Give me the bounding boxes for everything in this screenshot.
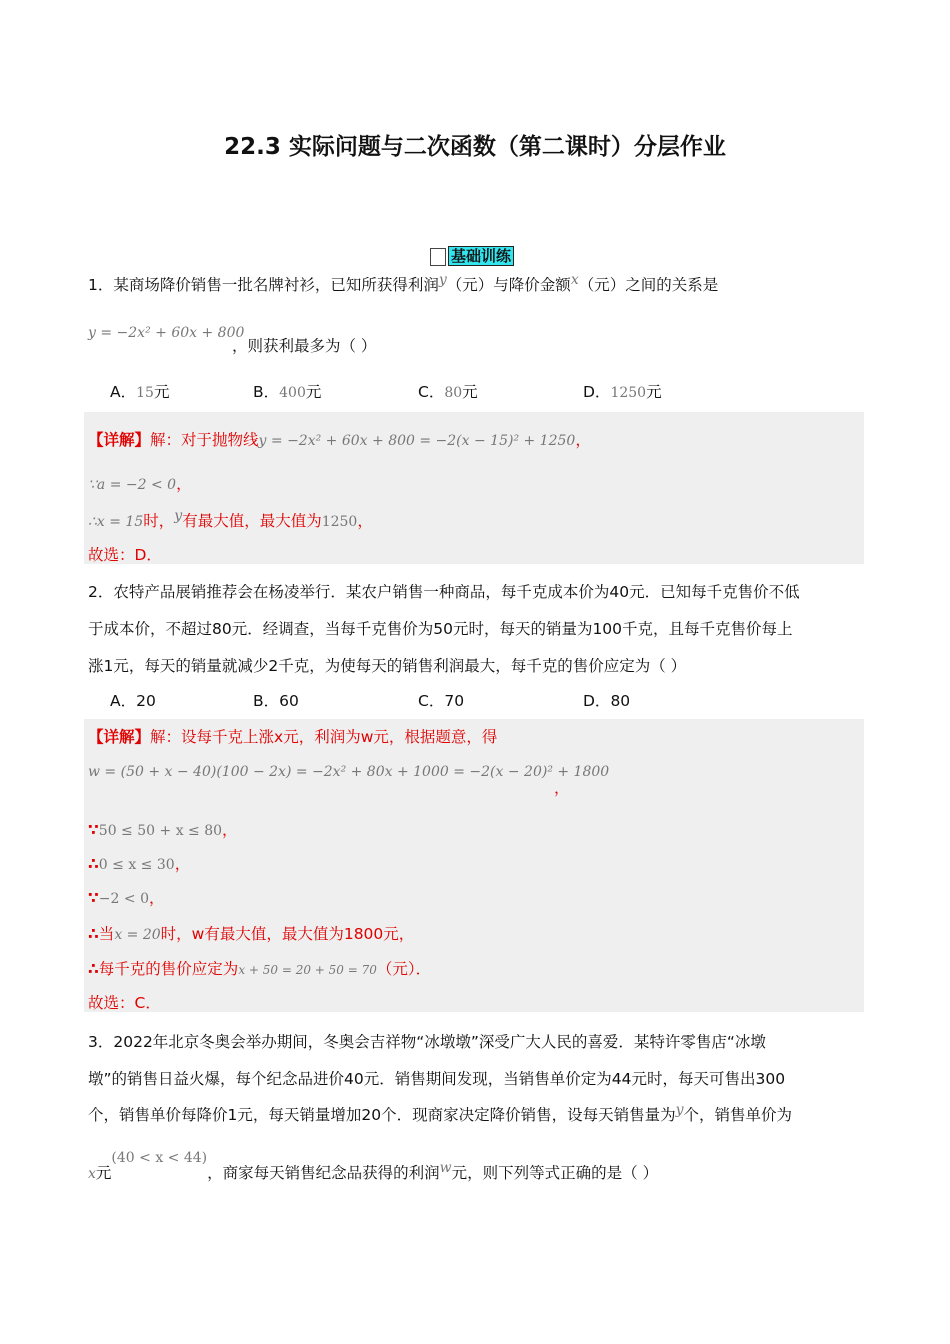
- q2-sol-line4: ∵−2 < 0，: [88, 889, 165, 907]
- var-x: x: [570, 272, 579, 288]
- q2-sol-line5: ∴当x = 20时，w有最大值，最大值为1800元，: [88, 925, 415, 943]
- q1-sol-line2: ∵a = −2 < 0，: [88, 475, 192, 493]
- q2-sol-line1: 【详解】解：设每千克上涨x元，利润为w元，根据题意，得: [88, 728, 498, 746]
- q1-option-a: A．15元: [110, 383, 170, 401]
- q2-line2: 于成本价，不超过80元．经调查，当每千克售价为50元时，每天的销量为100千克，且每千克售价每上: [88, 620, 793, 638]
- q1-sol-line1: 【详解】解：对于抛物线y = −2x² + 60x + 800 = −2(x − 15)² + 1250，: [88, 431, 591, 449]
- checkbox-icon: [430, 248, 446, 266]
- section-header: [430, 245, 514, 266]
- q2-sol-line3: ∴0 ≤ x ≤ 30，: [88, 855, 191, 873]
- q2-sol-line7: 故选：C．: [88, 994, 161, 1012]
- q3-line2: 墩”的销售日益火爆，每个纪念品进价40元．销售期间发现，当销售单价定为44元时，每天可售出300: [88, 1070, 786, 1088]
- q2-sol-line2: ∵50 ≤ 50 + x ≤ 80，: [88, 821, 238, 839]
- q2-sol-formula: w = (50 + x − 40)(100 − 2x) = −2x² + 80x + 1000 = −2(x − 20)² + 1800: [88, 764, 610, 780]
- q2-option-a: A．20: [110, 692, 156, 710]
- q1-formula: y = −2x² + 60x + 800: [88, 325, 245, 341]
- q2-sol-line6: ∴每千克的售价应定为x + 50 = 20 + 50 = 70（元）．: [88, 960, 432, 978]
- var-y: y: [438, 272, 447, 288]
- q1-option-b: B．400元: [253, 383, 322, 401]
- section-label: 基础训练: [448, 246, 514, 266]
- q1-line2: ，则获利最多为（ ）: [232, 337, 377, 355]
- q3-line1: 3．2022年北京冬奥会举办期间，冬奥会吉祥物“冰墩墩”深受广大人民的喜爱．某特许零售店“冰墩: [88, 1033, 766, 1051]
- q1-sol-line4: 故选：D．: [88, 546, 162, 564]
- q3-line3: 个，销售单价每降价1元，每天销量增加20个．现商家决定降价销售，设每天销售量为$^y$个，销售单价为: [88, 1102, 793, 1125]
- q1-option-c: C．80元: [418, 383, 478, 401]
- q2-line1: 2．农特产品展销推荐会在杨凌举行．某农户销售一种商品，每千克成本价为40元．已知每千克售价不低: [88, 583, 800, 601]
- page-title: 22.3 实际问题与二次函数（第二课时）分层作业: [224, 134, 726, 160]
- q1-sol-line3: ∴x = 15时，$^y$有最大值，最大值为1250，: [88, 508, 373, 531]
- q2-option-c: C．70: [418, 692, 465, 710]
- q2-line3: 涨1元，每天的销量就减少2千克，为使每天的销售利润最大，每千克的售价应定为（ ）: [88, 657, 687, 675]
- q1-line1: 1．某商场降价销售一批名牌衬衫，已知所获得利润$^y$（元）与降价金额$^x$（元）之间的关系是: [88, 272, 719, 295]
- q3-line4: x元$^{(40 < x < 44)}$，商家每天销售纪念品获得的利润$^w$元，则下列等式正确的是（ ）: [88, 1150, 659, 1183]
- q2-option-d: D．80: [583, 692, 631, 710]
- q2-sol-comma: ，: [554, 779, 570, 797]
- q2-option-b: B．60: [253, 692, 299, 710]
- q1-option-d: D．1250元: [583, 383, 662, 401]
